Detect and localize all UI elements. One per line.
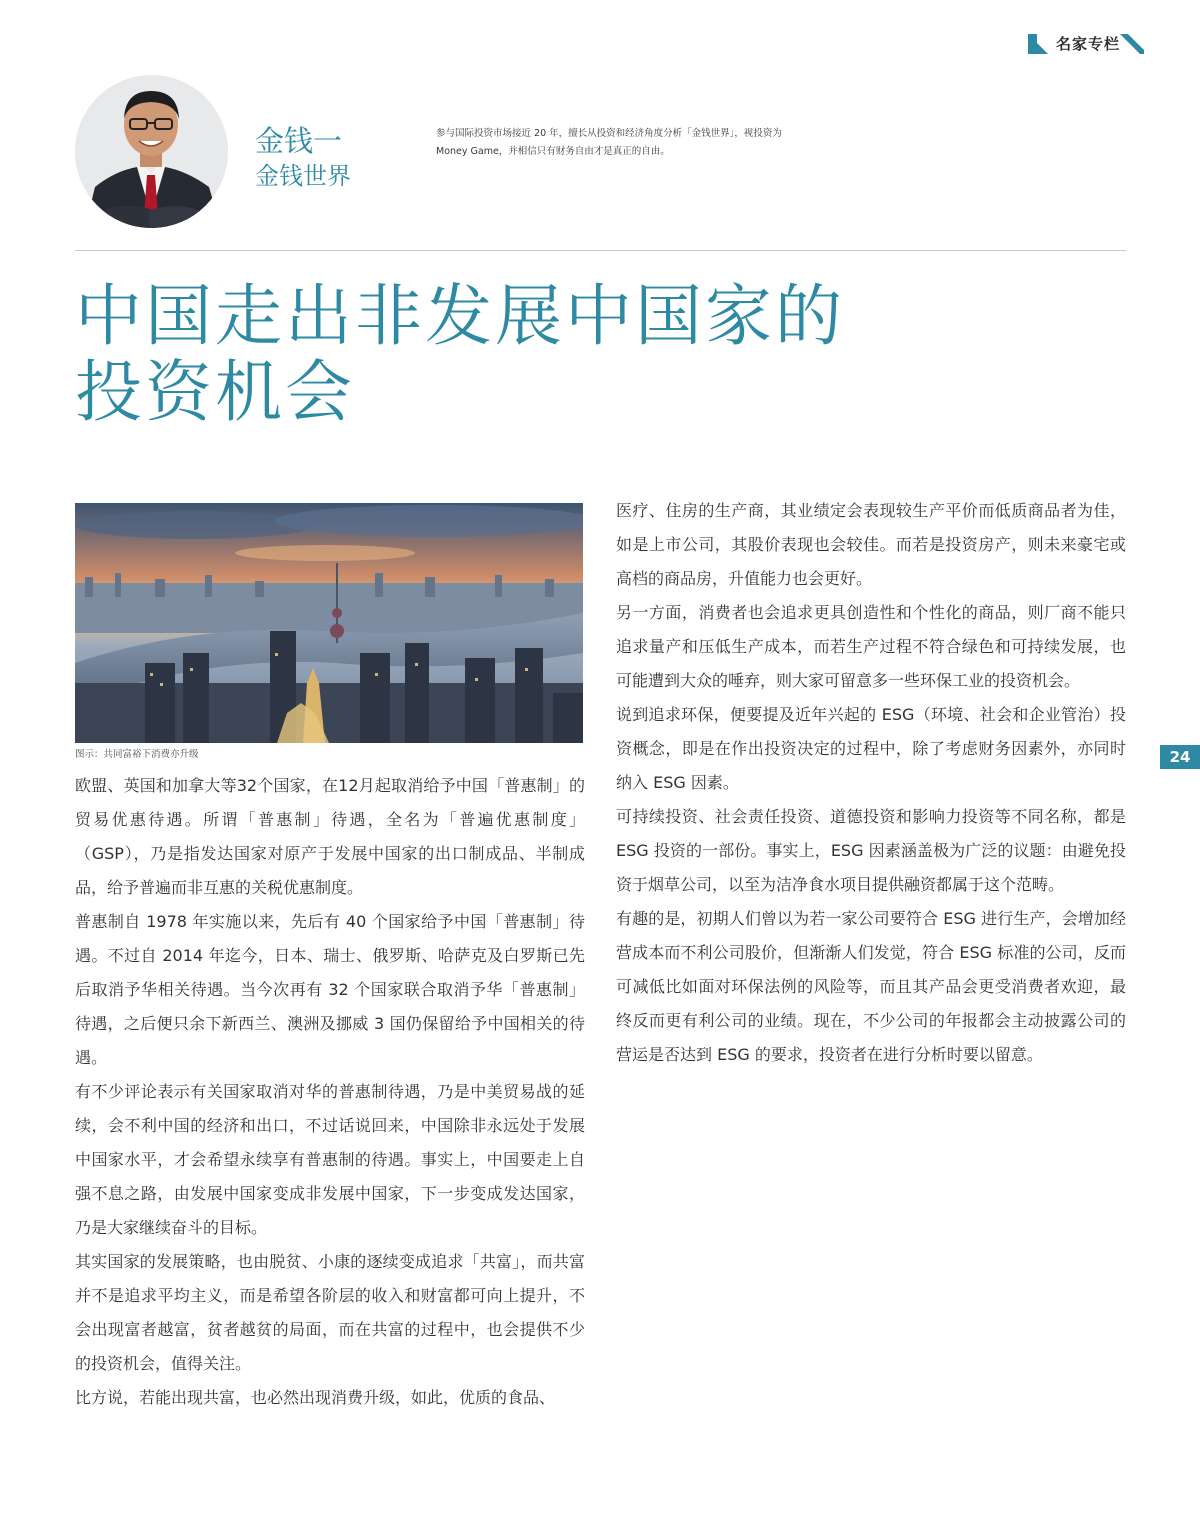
body-paragraph: 可持续投资、社会责任投资、道德投资和影响力投资等不同名称，都是 ESG 投资的一部份。事实上，ESG 因素涵盖极为广泛的议题：由避免投资于烟草公司，以至为洁净食水项目提供融资都属于这个范畴。 — [616, 807, 1126, 894]
article-title-line-2: 投资机会 — [75, 353, 355, 431]
body-paragraph: 普惠制自 1978 年实施以来，先后有 40 个国家给予中国「普惠制」待遇。不过自 2014 年迄今，日本、瑞士、俄罗斯、哈萨克及白罗斯已先后取消予华相关待遇。当今次再有 32 个国家联合取消予华「普惠制」待遇，之后便只余下新西兰、澳洲及挪威 3 国仍保留给予中国相关的待遇。 — [75, 912, 585, 1067]
slash-stripe-icon — [1120, 34, 1144, 54]
image-caption: 图示：共同富裕下消费亦升级 — [75, 749, 199, 760]
body-paragraph: 其实国家的发展策略，也由脱贫、小康的逐续变成追求「共富」，而共富并不是追求平均主义，而是希望各阶层的收入和财富都可向上提升，不会出现富者越富，贫者越贫的局面，而在共富的过程中，也会提供不少的投资机会，值得关注。 — [75, 1252, 585, 1373]
body-paragraph: 说到追求环保，便要提及近年兴起的 ESG（环境、社会和企业管治）投资概念，即是在作出投资决定的过程中，除了考虑财务因素外，亦同时纳入 ESG 因素。 — [616, 705, 1126, 792]
header-divider — [75, 250, 1126, 251]
author-bio: 参与国际投资市场接近 20 年，擅长从投资和经济角度分析「金钱世界」，视投资为 Money Game，并相信只有财务自由才是真正的自由。 — [436, 128, 782, 157]
column-tag-label: 名家专栏 — [1056, 35, 1121, 53]
author-portrait-image — [75, 75, 228, 228]
body-paragraph: 欧盟、英国和加拿大等32个国家，在12月起取消给予中国「普惠制」的贸易优惠待遇。所谓「普惠制」待遇，全名为「普遍优惠制度」（GSP），乃是指发达国家对原产于发展中国家的出口制成品、半制成品，给予普遍而非互惠的关税优惠制度。 — [75, 776, 585, 897]
column-tag — [1026, 32, 1146, 54]
page-number-badge: 24 — [1160, 745, 1200, 769]
author-name: 金钱一 — [255, 124, 343, 158]
author-column-name: 金钱世界 — [255, 162, 351, 190]
city-skyline-photo — [75, 503, 583, 743]
article-body-right-column — [616, 494, 1126, 1072]
chevron-corner-icon — [1028, 34, 1048, 54]
body-paragraph: 另一方面，消费者也会追求更具创造性和个性化的商品，则厂商不能只追求量产和压低生产成本，而若生产过程不符合绿色和可持续发展，也可能遭到大众的唾弃，则大家可留意多一些环保工业的投资机会。 — [616, 603, 1126, 690]
article-title — [75, 278, 975, 430]
author-avatar — [75, 75, 228, 228]
body-paragraph: 比方说，若能出现共富，也必然出现消费升级，如此，优质的食品、 — [75, 1388, 556, 1407]
article-body-left-column — [75, 769, 585, 1415]
body-paragraph: 医疗、住房的生产商，其业绩定会表现较生产平价而低质商品者为佳，如是上市公司，其股价表现也会较佳。而若是投资房产，则未来豪宅或高档的商品房，升值能力也会更好。 — [616, 501, 1126, 588]
skyline-illustration — [75, 503, 583, 743]
body-paragraph: 有趣的是，初期人们曾以为若一家公司要符合 ESG 进行生产，会增加经营成本而不利公司股价，但渐渐人们发觉，符合 ESG 标准的公司，反而可减低比如面对环保法例的风险等，而且其产品会更受消费者欢迎，最终反而更有利公司的业绩。现在，不少公司的年报都会主动披露公司的营运是否达到 ESG 的要求，投资者在进行分析时要以留意。 — [616, 909, 1126, 1064]
body-paragraph: 有不少评论表示有关国家取消对华的普惠制待遇，乃是中美贸易战的延续，会不利中国的经济和出口，不过话说回来，中国除非永远处于发展中国家水平，才会希望永续享有普惠制的待遇。事实上，中国要走上自强不息之路，由发展中国家变成非发展中国家，下一步变成发达国家，乃是大家继续奋斗的目标。 — [75, 1082, 585, 1237]
article-title-line-1: 中国走出非发展中国家的 — [75, 277, 845, 355]
